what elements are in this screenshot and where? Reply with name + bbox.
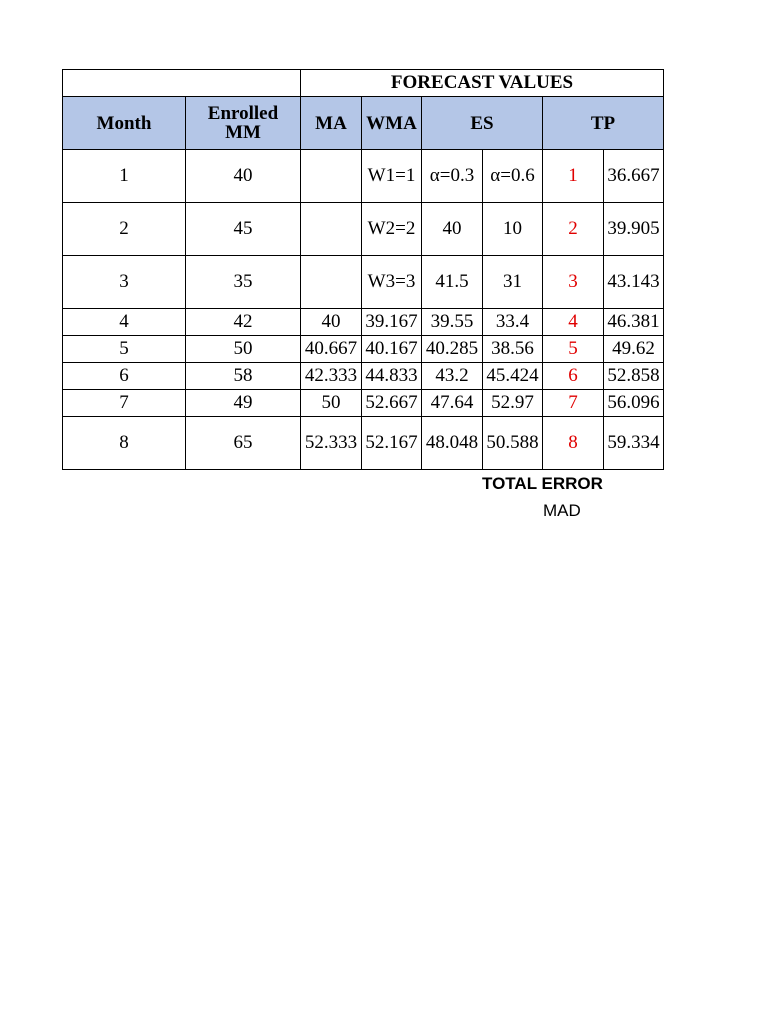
ma-cell[interactable] xyxy=(301,203,362,256)
enrolled-cell[interactable]: 40 xyxy=(186,150,301,203)
wma-cell[interactable]: 52.667 xyxy=(362,390,422,417)
header-wma[interactable]: WMA xyxy=(362,97,422,150)
enrolled-cell[interactable]: 45 xyxy=(186,203,301,256)
month-cell[interactable]: 2 xyxy=(63,203,186,256)
table-row xyxy=(63,150,664,203)
wma-cell[interactable]: 52.167 xyxy=(362,417,422,470)
wma-cell[interactable]: W3=3 xyxy=(362,256,422,309)
tp-index-cell[interactable]: 7 xyxy=(543,390,604,417)
tp-value-cell[interactable]: 46.381 xyxy=(604,309,664,336)
title-blank-cell[interactable] xyxy=(63,70,301,97)
header-tp[interactable]: TP xyxy=(543,97,664,150)
tp-value-cell[interactable]: 52.858 xyxy=(604,363,664,390)
es-alpha06-cell[interactable]: 45.424 xyxy=(483,363,543,390)
month-cell[interactable]: 6 xyxy=(63,363,186,390)
es-alpha03-cell[interactable]: α=0.3 xyxy=(422,150,483,203)
wma-cell[interactable]: W1=1 xyxy=(362,150,422,203)
header-enrolled-line1: Enrolled xyxy=(207,103,279,124)
ma-cell[interactable]: 50 xyxy=(301,390,362,417)
header-enrolled-mm[interactable] xyxy=(186,97,301,150)
es-alpha06-cell[interactable]: 10 xyxy=(483,203,543,256)
header-row xyxy=(63,97,664,150)
es-alpha06-cell[interactable]: 31 xyxy=(483,256,543,309)
es-alpha06-cell[interactable]: 52.97 xyxy=(483,390,543,417)
ma-cell[interactable]: 42.333 xyxy=(301,363,362,390)
table-row xyxy=(63,203,664,256)
enrolled-cell[interactable]: 65 xyxy=(186,417,301,470)
es-alpha03-cell[interactable]: 48.048 xyxy=(422,417,483,470)
tp-index-cell[interactable]: 8 xyxy=(543,417,604,470)
wma-cell[interactable]: W2=2 xyxy=(362,203,422,256)
ma-cell[interactable]: 40.667 xyxy=(301,336,362,363)
ma-cell[interactable]: 52.333 xyxy=(301,417,362,470)
enrolled-cell[interactable]: 42 xyxy=(186,309,301,336)
wma-cell[interactable]: 44.833 xyxy=(362,363,422,390)
es-alpha06-cell[interactable]: 38.56 xyxy=(483,336,543,363)
forecast-values-title[interactable]: FORECAST VALUES xyxy=(301,70,664,97)
es-alpha03-cell[interactable]: 40.285 xyxy=(422,336,483,363)
enrolled-cell[interactable]: 50 xyxy=(186,336,301,363)
es-alpha03-cell[interactable]: 47.64 xyxy=(422,390,483,417)
title-row xyxy=(63,70,664,97)
table-row xyxy=(63,390,664,417)
total-error-label[interactable]: TOTAL ERROR xyxy=(482,474,603,493)
header-month[interactable]: Month xyxy=(63,97,186,150)
tp-value-cell[interactable]: 56.096 xyxy=(604,390,664,417)
header-enrolled-line2: MM xyxy=(225,122,261,143)
enrolled-cell[interactable]: 35 xyxy=(186,256,301,309)
tp-index-cell[interactable]: 4 xyxy=(543,309,604,336)
month-cell[interactable]: 7 xyxy=(63,390,186,417)
header-ma[interactable]: MA xyxy=(301,97,362,150)
table-row xyxy=(63,256,664,309)
ma-cell[interactable] xyxy=(301,256,362,309)
tp-index-cell[interactable]: 5 xyxy=(543,336,604,363)
table-row xyxy=(63,417,664,470)
wma-cell[interactable]: 40.167 xyxy=(362,336,422,363)
tp-value-cell[interactable]: 59.334 xyxy=(604,417,664,470)
enrolled-cell[interactable]: 49 xyxy=(186,390,301,417)
ma-cell[interactable] xyxy=(301,150,362,203)
table-row xyxy=(63,363,664,390)
ma-cell[interactable]: 40 xyxy=(301,309,362,336)
tp-value-cell[interactable]: 36.667 xyxy=(604,150,664,203)
es-alpha06-cell[interactable]: α=0.6 xyxy=(483,150,543,203)
wma-cell[interactable]: 39.167 xyxy=(362,309,422,336)
month-cell[interactable]: 5 xyxy=(63,336,186,363)
month-cell[interactable]: 3 xyxy=(63,256,186,309)
tp-index-cell[interactable]: 6 xyxy=(543,363,604,390)
tp-value-cell[interactable]: 39.905 xyxy=(604,203,664,256)
tp-index-cell[interactable]: 2 xyxy=(543,203,604,256)
mad-label[interactable]: MAD xyxy=(543,501,581,520)
es-alpha03-cell[interactable]: 41.5 xyxy=(422,256,483,309)
es-alpha03-cell[interactable]: 40 xyxy=(422,203,483,256)
es-alpha03-cell[interactable]: 43.2 xyxy=(422,363,483,390)
tp-value-cell[interactable]: 43.143 xyxy=(604,256,664,309)
month-cell[interactable]: 1 xyxy=(63,150,186,203)
tp-index-cell[interactable]: 1 xyxy=(543,150,604,203)
table-row xyxy=(63,336,664,363)
enrolled-cell[interactable]: 58 xyxy=(186,363,301,390)
header-es[interactable]: ES xyxy=(422,97,543,150)
tp-index-cell[interactable]: 3 xyxy=(543,256,604,309)
month-cell[interactable]: 4 xyxy=(63,309,186,336)
es-alpha06-cell[interactable]: 50.588 xyxy=(483,417,543,470)
es-alpha06-cell[interactable]: 33.4 xyxy=(483,309,543,336)
forecast-table xyxy=(62,69,664,470)
table-row xyxy=(63,309,664,336)
month-cell[interactable]: 8 xyxy=(63,417,186,470)
es-alpha03-cell[interactable]: 39.55 xyxy=(422,309,483,336)
tp-value-cell[interactable]: 49.62 xyxy=(604,336,664,363)
